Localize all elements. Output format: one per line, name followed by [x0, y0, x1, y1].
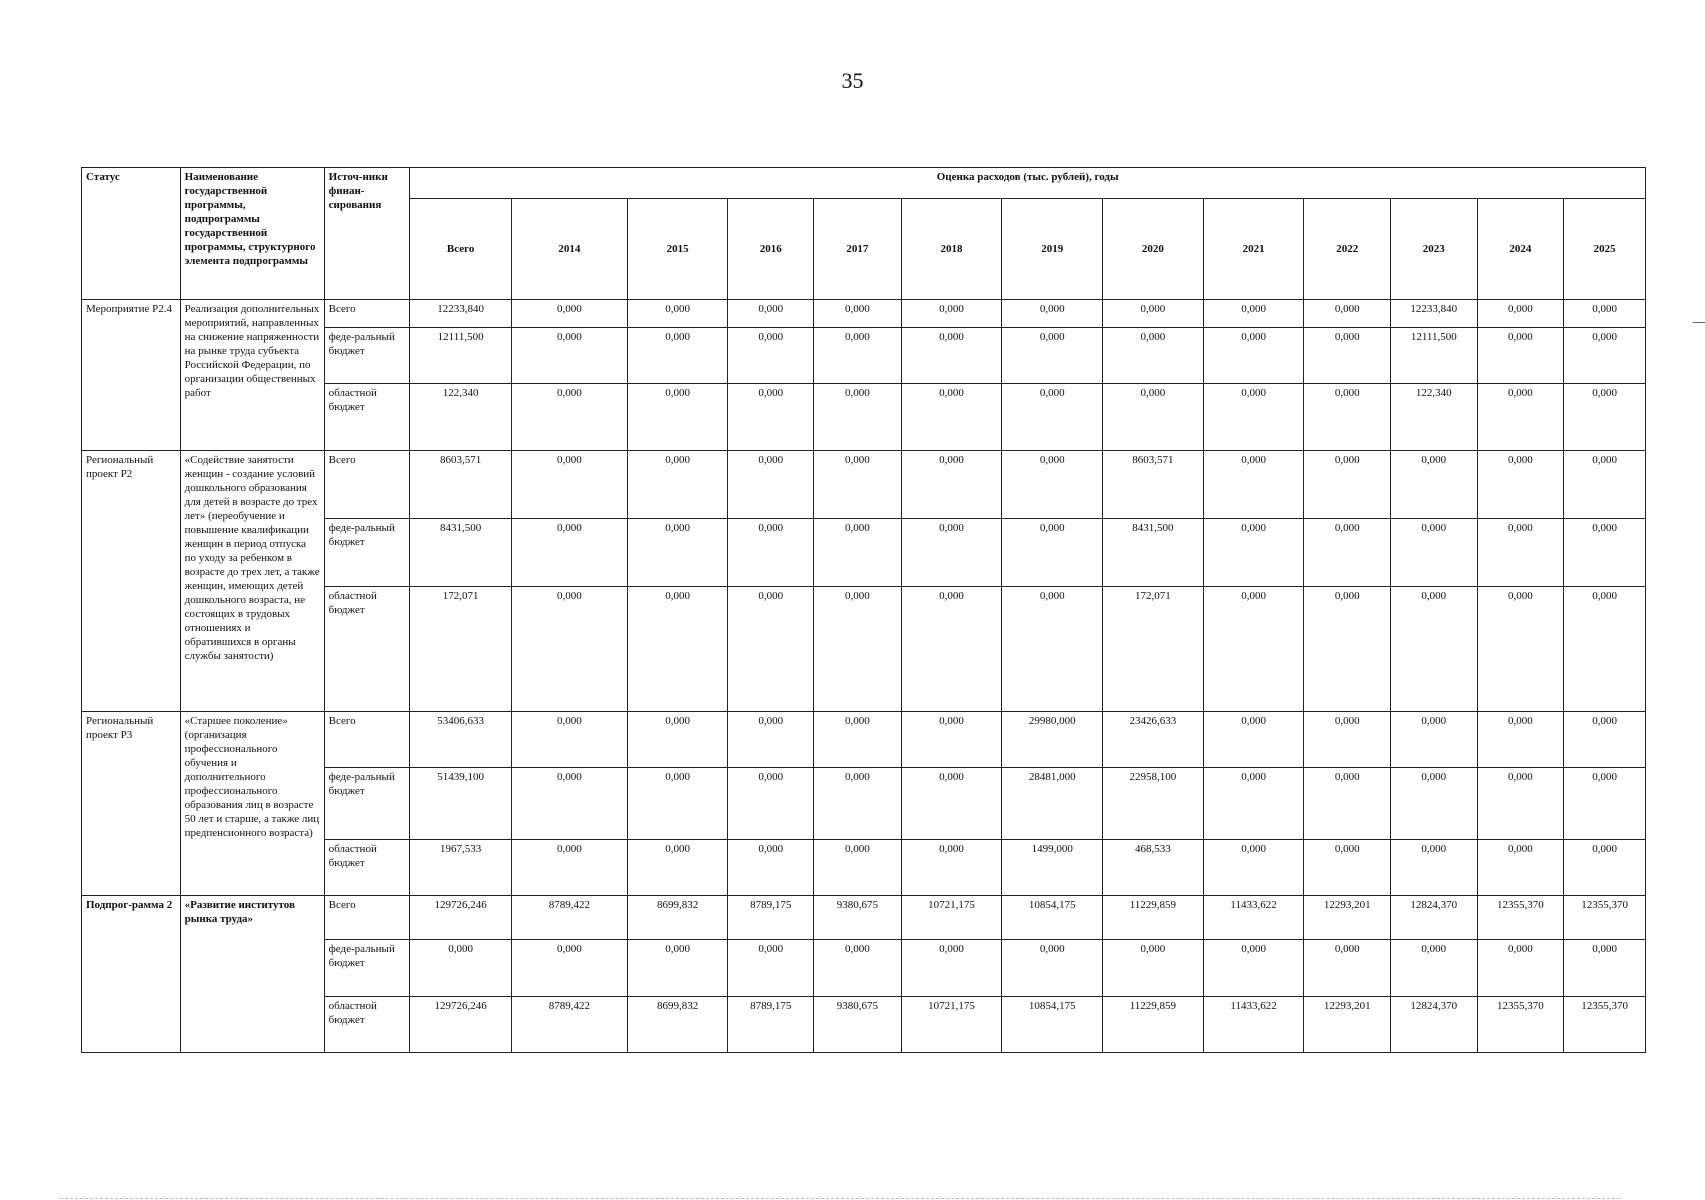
value-cell: 0,000: [901, 450, 1002, 518]
value-cell: 0,000: [814, 384, 902, 450]
header-column-2017: 2017: [814, 199, 902, 300]
value-cell: 0,000: [814, 328, 902, 384]
value-cell: 0,000: [814, 767, 902, 839]
value-cell: 0,000: [901, 767, 1002, 839]
row-program-name: «Развитие институтов рынка труда»: [180, 896, 324, 1053]
edge-mark: [1693, 322, 1705, 323]
value-cell: 12233,840: [410, 300, 512, 328]
value-cell: 0,000: [511, 384, 627, 450]
table-row: [82, 896, 1646, 940]
value-cell: 0,000: [1304, 300, 1391, 328]
value-cell: 0,000: [1564, 940, 1646, 996]
value-cell: 0,000: [1477, 711, 1564, 767]
value-cell: 0,000: [1564, 384, 1646, 450]
value-cell: 0,000: [901, 518, 1002, 586]
header-expense-estimate: Оценка расходов (тыс. рублей), годы: [410, 168, 1646, 199]
row-funding-source: Всего: [324, 896, 410, 940]
value-cell: 8603,571: [1103, 450, 1204, 518]
value-cell: 0,000: [1203, 840, 1304, 896]
row-funding-source: областной бюджет: [324, 840, 410, 896]
value-cell: 129726,246: [410, 896, 512, 940]
value-cell: 0,000: [627, 767, 728, 839]
value-cell: 8789,422: [511, 996, 627, 1052]
row-funding-source: феде-ральный бюджет: [324, 328, 410, 384]
value-cell: 0,000: [511, 940, 627, 996]
value-cell: 0,000: [627, 840, 728, 896]
value-cell: 10854,175: [1002, 896, 1103, 940]
header-funding-source: Источ-ники финан-сирования: [324, 168, 410, 300]
value-cell: 0,000: [814, 300, 902, 328]
value-cell: 0,000: [511, 587, 627, 711]
value-cell: 0,000: [901, 711, 1002, 767]
value-cell: 0,000: [814, 940, 902, 996]
value-cell: 0,000: [511, 711, 627, 767]
value-cell: 23426,633: [1103, 711, 1204, 767]
row-funding-source: Всего: [324, 711, 410, 767]
row-status: Подпрог-рамма 2: [82, 896, 181, 1053]
value-cell: 0,000: [1477, 840, 1564, 896]
value-cell: 0,000: [511, 328, 627, 384]
value-cell: 0,000: [901, 300, 1002, 328]
value-cell: 8603,571: [410, 450, 512, 518]
value-cell: 172,071: [1103, 587, 1204, 711]
budget-table: [81, 167, 1646, 1053]
row-funding-source: Всего: [324, 450, 410, 518]
value-cell: 12293,201: [1304, 896, 1391, 940]
value-cell: 12111,500: [410, 328, 512, 384]
value-cell: 0,000: [1304, 840, 1391, 896]
value-cell: 0,000: [627, 587, 728, 711]
row-funding-source: феде-ральный бюджет: [324, 518, 410, 586]
value-cell: 0,000: [1304, 518, 1391, 586]
value-cell: 0,000: [1477, 384, 1564, 450]
value-cell: 53406,633: [410, 711, 512, 767]
value-cell: 0,000: [627, 300, 728, 328]
value-cell: 0,000: [1002, 450, 1103, 518]
value-cell: 0,000: [1203, 300, 1304, 328]
value-cell: 0,000: [1203, 587, 1304, 711]
value-cell: 0,000: [728, 840, 814, 896]
value-cell: 12355,370: [1564, 896, 1646, 940]
value-cell: 0,000: [1564, 518, 1646, 586]
value-cell: 0,000: [1564, 767, 1646, 839]
row-status: Региональный проект Р2: [82, 450, 181, 711]
value-cell: 0,000: [1103, 940, 1204, 996]
value-cell: 122,340: [410, 384, 512, 450]
value-cell: 0,000: [728, 300, 814, 328]
table-body: [82, 300, 1646, 1053]
value-cell: 8789,422: [511, 896, 627, 940]
value-cell: 0,000: [1002, 587, 1103, 711]
row-program-name: Реализация дополнительных мероприятий, направленных на снижение напряженности на рынке труда субъекта Российской Федерации, по организации общественных работ: [180, 300, 324, 451]
value-cell: 12824,370: [1391, 996, 1478, 1052]
value-cell: 0,000: [1391, 767, 1478, 839]
value-cell: 0,000: [1203, 711, 1304, 767]
row-program-name: «Содействие занятости женщин - создание условий дошкольного образования для детей в возрасте до трех лет» (переобучение и повышение квалификации женщин в период отпуска по уходу за ребенком в возрасте до трех лет, а также женщин, имеющих детей дошкольного возраста, не состоящих в трудовых отношениях и обратившихся в органы службы занятости): [180, 450, 324, 711]
value-cell: 0,000: [901, 940, 1002, 996]
value-cell: 0,000: [1477, 328, 1564, 384]
value-cell: 0,000: [1002, 328, 1103, 384]
value-cell: 11433,622: [1203, 996, 1304, 1052]
value-cell: 0,000: [627, 450, 728, 518]
value-cell: 0,000: [511, 300, 627, 328]
value-cell: 468,533: [1103, 840, 1204, 896]
value-cell: 0,000: [901, 328, 1002, 384]
value-cell: 0,000: [1477, 518, 1564, 586]
value-cell: 8431,500: [410, 518, 512, 586]
value-cell: 0,000: [1391, 518, 1478, 586]
value-cell: 0,000: [1391, 587, 1478, 711]
value-cell: 0,000: [1002, 518, 1103, 586]
value-cell: 8789,175: [728, 896, 814, 940]
value-cell: 22958,100: [1103, 767, 1204, 839]
value-cell: 0,000: [728, 711, 814, 767]
value-cell: 0,000: [1304, 711, 1391, 767]
header-column-2020: 2020: [1103, 199, 1204, 300]
row-funding-source: феде-ральный бюджет: [324, 940, 410, 996]
value-cell: 0,000: [1564, 450, 1646, 518]
row-funding-source: областной бюджет: [324, 384, 410, 450]
value-cell: 0,000: [1103, 300, 1204, 328]
value-cell: 11433,622: [1203, 896, 1304, 940]
value-cell: 0,000: [1477, 587, 1564, 711]
header-column-2023: 2023: [1391, 199, 1478, 300]
value-cell: 0,000: [1304, 940, 1391, 996]
row-funding-source: областной бюджет: [324, 996, 410, 1052]
row-funding-source: Всего: [324, 300, 410, 328]
value-cell: 0,000: [1477, 450, 1564, 518]
value-cell: 0,000: [1304, 450, 1391, 518]
value-cell: 0,000: [511, 767, 627, 839]
value-cell: 0,000: [627, 384, 728, 450]
value-cell: 0,000: [1203, 328, 1304, 384]
value-cell: 0,000: [1564, 840, 1646, 896]
value-cell: 9380,675: [814, 896, 902, 940]
value-cell: 0,000: [1304, 587, 1391, 711]
value-cell: 12233,840: [1391, 300, 1478, 328]
value-cell: 0,000: [1564, 300, 1646, 328]
value-cell: 0,000: [627, 711, 728, 767]
value-cell: 0,000: [1304, 767, 1391, 839]
value-cell: 8789,175: [728, 996, 814, 1052]
value-cell: 1499,000: [1002, 840, 1103, 896]
header-column-2014: 2014: [511, 199, 627, 300]
value-cell: 0,000: [814, 840, 902, 896]
value-cell: 0,000: [814, 587, 902, 711]
value-cell: 28481,000: [1002, 767, 1103, 839]
value-cell: 0,000: [728, 587, 814, 711]
header-column-2016: 2016: [728, 199, 814, 300]
value-cell: 0,000: [728, 940, 814, 996]
header-column-2018: 2018: [901, 199, 1002, 300]
value-cell: 12111,500: [1391, 328, 1478, 384]
value-cell: 10854,175: [1002, 996, 1103, 1052]
value-cell: 8431,500: [1103, 518, 1204, 586]
value-cell: 9380,675: [814, 996, 902, 1052]
row-funding-source: феде-ральный бюджет: [324, 767, 410, 839]
value-cell: 0,000: [511, 450, 627, 518]
header-column-2022: 2022: [1304, 199, 1391, 300]
value-cell: 0,000: [1304, 384, 1391, 450]
value-cell: 0,000: [1002, 300, 1103, 328]
value-cell: 0,000: [1564, 711, 1646, 767]
page-number: 35: [841, 68, 864, 93]
value-cell: 0,000: [1391, 450, 1478, 518]
value-cell: 0,000: [627, 940, 728, 996]
value-cell: 10721,175: [901, 896, 1002, 940]
header-status: Статус: [82, 168, 181, 300]
value-cell: 12824,370: [1391, 896, 1478, 940]
value-cell: 0,000: [728, 328, 814, 384]
value-cell: 0,000: [627, 518, 728, 586]
value-cell: 0,000: [1391, 840, 1478, 896]
value-cell: 0,000: [1203, 767, 1304, 839]
table-row: [82, 300, 1646, 328]
table-row: [82, 450, 1646, 518]
header-column-2025: 2025: [1564, 199, 1646, 300]
value-cell: 11229,859: [1103, 896, 1204, 940]
value-cell: 0,000: [1203, 384, 1304, 450]
value-cell: 0,000: [1203, 518, 1304, 586]
row-status: Региональный проект Р3: [82, 711, 181, 896]
value-cell: 0,000: [1477, 300, 1564, 328]
header-column-total: Всего: [410, 199, 512, 300]
value-cell: 0,000: [814, 518, 902, 586]
row-program-name: «Старшее поколение» (организация профессионального обучения и дополнительного профессионального образования лиц в возрасте 50 лет и старше, а также лиц предпенсионного возраста): [180, 711, 324, 896]
row-funding-source: областной бюджет: [324, 587, 410, 711]
value-cell: 12355,370: [1477, 996, 1564, 1052]
value-cell: 0,000: [728, 767, 814, 839]
value-cell: 12355,370: [1477, 896, 1564, 940]
value-cell: 51439,100: [410, 767, 512, 839]
header-program-name: Наименование государственной программы, подпрограммы государственной программы, структурного элемента подпрограммы: [180, 168, 324, 300]
value-cell: 0,000: [1103, 328, 1204, 384]
value-cell: 129726,246: [410, 996, 512, 1052]
value-cell: 0,000: [1477, 767, 1564, 839]
value-cell: 0,000: [627, 328, 728, 384]
value-cell: 11229,859: [1103, 996, 1204, 1052]
value-cell: 122,340: [1391, 384, 1478, 450]
value-cell: 0,000: [728, 518, 814, 586]
value-cell: 0,000: [1564, 587, 1646, 711]
value-cell: 0,000: [511, 518, 627, 586]
value-cell: 0,000: [1002, 384, 1103, 450]
value-cell: 10721,175: [901, 996, 1002, 1052]
value-cell: 8699,832: [627, 896, 728, 940]
value-cell: 12293,201: [1304, 996, 1391, 1052]
value-cell: 29980,000: [1002, 711, 1103, 767]
header-column-2021: 2021: [1203, 199, 1304, 300]
header-row-top: [82, 168, 1646, 199]
value-cell: 172,071: [410, 587, 512, 711]
table-row: [82, 711, 1646, 767]
value-cell: 0,000: [1477, 940, 1564, 996]
value-cell: 0,000: [1002, 940, 1103, 996]
value-cell: 0,000: [410, 940, 512, 996]
value-cell: 0,000: [901, 384, 1002, 450]
value-cell: 0,000: [1391, 940, 1478, 996]
value-cell: 0,000: [901, 840, 1002, 896]
value-cell: 0,000: [1564, 328, 1646, 384]
value-cell: 0,000: [1391, 711, 1478, 767]
header-column-2015: 2015: [627, 199, 728, 300]
value-cell: 8699,832: [627, 996, 728, 1052]
header-column-2019: 2019: [1002, 199, 1103, 300]
value-cell: 0,000: [1203, 940, 1304, 996]
value-cell: 0,000: [728, 384, 814, 450]
header-column-2024: 2024: [1477, 199, 1564, 300]
value-cell: 0,000: [728, 450, 814, 518]
value-cell: 0,000: [814, 450, 902, 518]
value-cell: 0,000: [901, 587, 1002, 711]
value-cell: 0,000: [1103, 384, 1204, 450]
value-cell: 0,000: [814, 711, 902, 767]
value-cell: 0,000: [1304, 328, 1391, 384]
row-status: Мероприятие Р2.4: [82, 300, 181, 451]
value-cell: 0,000: [1203, 450, 1304, 518]
value-cell: 1967,533: [410, 840, 512, 896]
value-cell: 0,000: [511, 840, 627, 896]
value-cell: 12355,370: [1564, 996, 1646, 1052]
